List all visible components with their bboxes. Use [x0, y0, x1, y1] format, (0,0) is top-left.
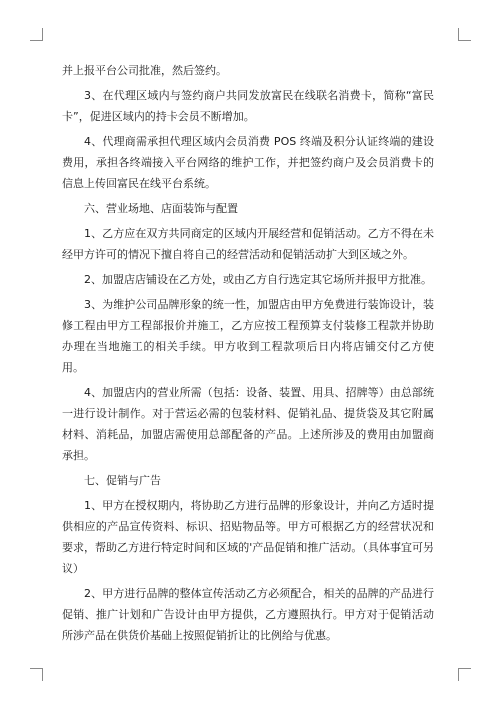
paragraph-6-1: 1、乙方应在双方共同商定的区域内开展经营和促销活动。乙方不得在未经甲方许可的情况下擅自将自己的经营活动和促销活动扩大到区域之外。 — [62, 227, 434, 261]
crop-mark-bottom-left — [30, 668, 43, 681]
paragraph-6-2: 2、加盟店店铺设在乙方处，或由乙方自行选定其它场所并报甲方批准。 — [84, 273, 432, 286]
paragraph-6-3: 3、为维护公司品牌形象的统一性，加盟店由甲方免费进行装饰设计，装修工程由甲方工程部报价并施工，乙方应按工程预算支付装修工程款并协助办理在当地施工的相关手续。甲方收到工程款项后日内将店铺交付乙方使用。 — [62, 298, 434, 374]
paragraph-continuation: 并上报平台公司批准，然后签约。 — [62, 64, 227, 77]
document-body — [62, 60, 434, 650]
paragraph-clause-4: 4、代理商需承担代理区域内会员消费 POS 终端及积分认证终端的建设费用，承担各终端接入平台网络的维护工作，并把签约商户及会员消费卡的信息上传回富民在线平台系统。 — [62, 135, 434, 190]
crop-mark-bottom-right — [458, 668, 471, 681]
crop-mark-top-left — [30, 28, 43, 41]
paragraph-7-1: 1、甲方在授权期内，将协助乙方进行品牌的形象设计，并向乙方适时提供相应的产品宣传资料、标识、招贴物品等。甲方可根据乙方的经营状况和要求，帮助乙方进行特定时间和区域的'产品促销和推广活动。（具体事宜可另议） — [62, 499, 434, 575]
paragraph-7-2: 2、甲方进行品牌的整体宣传活动乙方必须配合，相关的品牌的产品进行促销、推广计划和广告设计由甲方提供，乙方遵照执行。甲方对于促销活动所涉产品在供货价基础上按照促销折让的比例给与优惠。 — [62, 587, 434, 642]
section-heading-6: 六、营业场地、店面装饰与配置 — [84, 202, 238, 215]
paragraph-clause-3: 3、在代理区域内与签约商户共同发放富民在线联名消费卡，简称“富民卡”，促进区域内的持卡会员不断增加。 — [62, 89, 434, 123]
crop-mark-top-right — [458, 28, 471, 41]
paragraph-6-4: 4、加盟店内的营业所需（包括：设备、装置、用具、招牌等）由总部统一进行设计制作。对于营运必需的包装材料、促销礼品、提货袋及其它附属材料、消耗品，加盟店需使用总部配备的产品。上述所涉及的费用由加盟商承担。 — [62, 386, 434, 462]
section-heading-7: 七、促销与广告 — [84, 474, 161, 487]
